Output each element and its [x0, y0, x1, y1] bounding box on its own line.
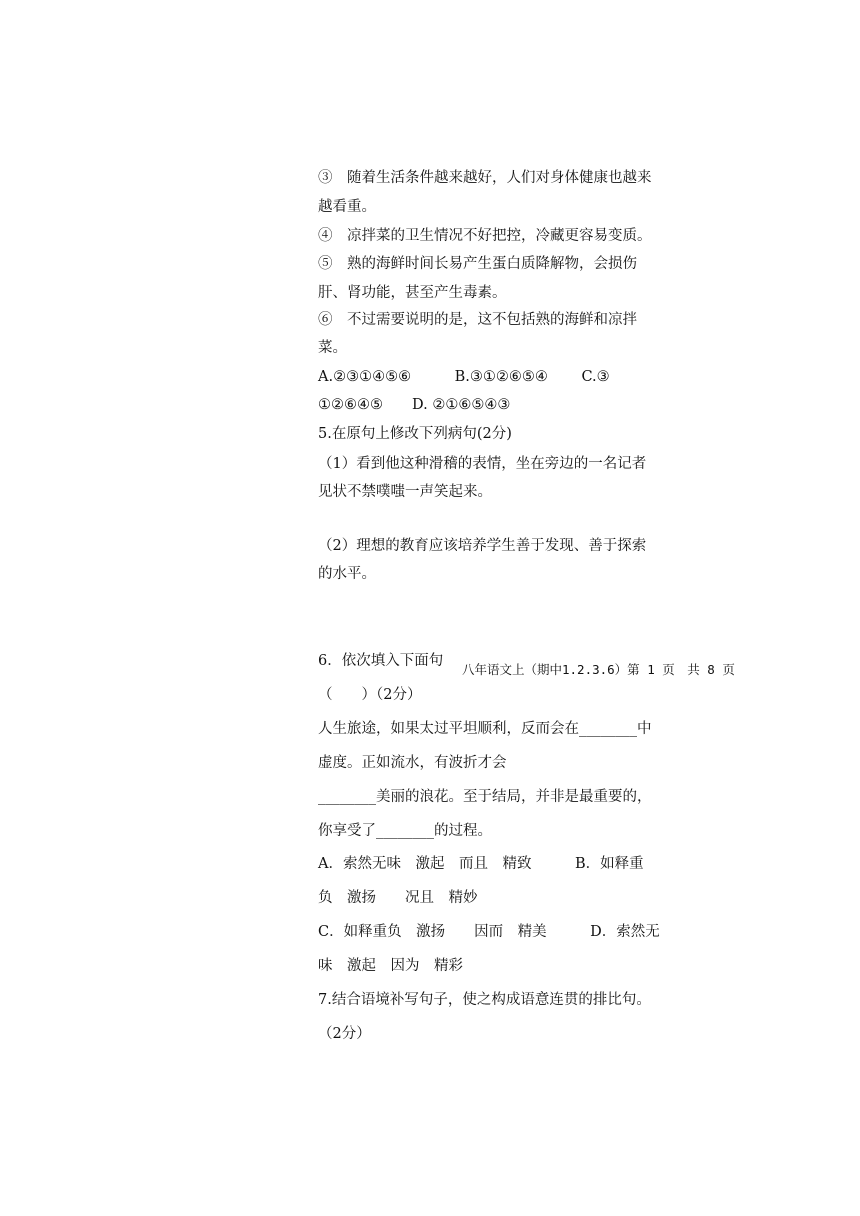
text-line: 的水平。 — [318, 566, 376, 582]
text-line: ③ 随着生活条件越来越好，人们对身体健康也越来 — [318, 170, 652, 186]
text-line: ________美丽的浪花。至于结局，并非是最重要的， — [318, 789, 652, 805]
text-line: ⑤ 熟的海鲜时间长易产生蛋白质降解物，会损伤 — [318, 256, 637, 272]
text-line: （2）理想的教育应该培养学生善于发现、善于探索 — [318, 538, 647, 554]
text-line: C．如释重负 激扬 因而 精美 D．索然无 — [318, 924, 660, 940]
text-line: 负 激扬 况且 精妙 — [318, 890, 478, 906]
text-line: （2分） — [318, 1026, 371, 1042]
text-line: （ ）（2分） — [318, 687, 422, 703]
text-line: 菜。 — [318, 340, 347, 356]
text-line: ①②⑥④⑤ D. ②①⑥⑤④③ — [318, 397, 511, 413]
text-line: 肝、肾功能，甚至产生毒素。 — [318, 285, 507, 301]
text-line: ⑥ 不过需要说明的是，这不包括熟的海鲜和凉拌 — [318, 312, 637, 328]
text-line: （1）看到他这种滑稽的表情，坐在旁边的一名记者 — [318, 456, 647, 472]
text-line: 味 激起 因为 精彩 — [318, 958, 463, 974]
text-line: 见状不禁噗嗤一声笑起来。 — [318, 484, 492, 500]
text-line: A.②③①④⑤⑥ B.③①②⑥⑤④ C.③ — [318, 369, 610, 385]
page-footer: 八年语文上（期中1.2.3.6）第 1 页 共 8 页 — [462, 662, 735, 677]
text-line: 人生旅途，如果太过平坦顺利，反而会在________中 — [318, 721, 652, 737]
text-line: 你享受了________的过程。 — [318, 823, 492, 839]
text-line: A．索然无味 激起 而且 精致 B．如释重 — [318, 856, 644, 872]
question-5-heading: 5.在原句上修改下列病句(2分) — [318, 426, 512, 442]
question-6-heading: 6．依次填入下面句 — [318, 653, 444, 669]
text-line: 虚度。正如流水，有波折才会 — [318, 755, 507, 771]
text-line: ④ 凉拌菜的卫生情况不好把控，冷藏更容易变质。 — [318, 228, 652, 244]
question-7-heading: 7.结合语境补写句子，使之构成语意连贯的排比句。 — [318, 992, 651, 1008]
text-line: 越看重。 — [318, 199, 376, 215]
